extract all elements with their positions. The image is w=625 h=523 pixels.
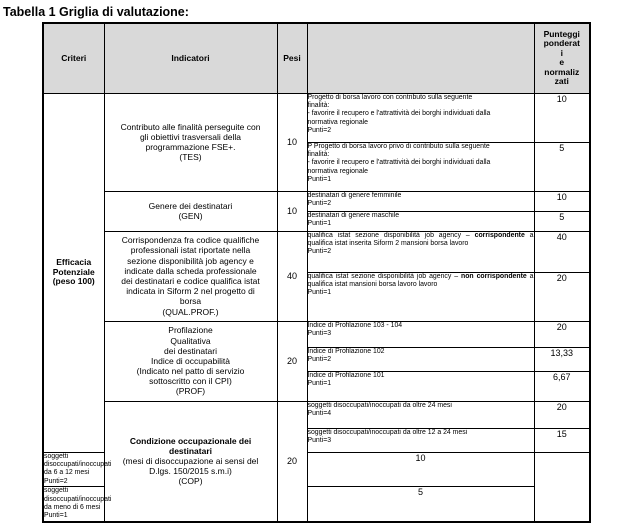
description-cell: [307, 401, 534, 428]
points-cell: 20: [534, 272, 590, 321]
description-line: normativa regionale: [307, 167, 369, 175]
indicator-line: destinatari: [169, 445, 212, 456]
description-line: destinatari di genere maschile: [307, 211, 400, 219]
peso-prof: 20: [277, 321, 307, 401]
indicator-gen: [104, 191, 277, 231]
peso-tes: 10: [277, 93, 307, 191]
header-punteggi-line: ponderat: [543, 38, 580, 49]
points-cell: 5: [534, 211, 590, 231]
indicator-line: Indice di occupabilità: [151, 355, 230, 366]
description-line: Punti=3: [307, 436, 332, 444]
description-cell: [307, 428, 534, 452]
criterion-line: Efficacia: [56, 256, 92, 267]
description-line: soggetti disoccupati/inoccupati da meno di 6 mesi: [44, 487, 112, 512]
points-cell: 10: [534, 93, 590, 142]
header-punteggi-line: normaliz: [544, 66, 580, 77]
description-line: Punti=4: [307, 409, 332, 417]
description-cell: [307, 191, 534, 211]
indicator-line: Genere dei destinatari: [148, 200, 233, 211]
description-cell: [307, 142, 534, 191]
indicator-line: gli obiettivi trasversali della: [139, 131, 242, 142]
peso-cop: 20: [277, 401, 307, 522]
description-cell: [307, 231, 534, 272]
description-line: Punti=1: [307, 219, 332, 227]
points-cell: 15: [534, 428, 590, 452]
indicator-line: Profilazione: [168, 325, 213, 336]
indicator-cop: [104, 401, 277, 522]
description-line: finalità:: [307, 150, 330, 158]
header-blank: [307, 23, 534, 93]
header-punteggi: [534, 23, 590, 93]
description-line: soggetti disoccupati/inoccupati da 6 a 12 mesi: [44, 452, 112, 477]
description-line: Punti=1: [307, 289, 332, 297]
indicator-line: dei destinatari: [164, 345, 217, 356]
description-cell: [307, 93, 534, 142]
description-line: Punti=2: [307, 248, 332, 256]
header-punteggi-line: Punteggi: [543, 28, 580, 39]
indicator-line: sottoscritto con il CPI): [149, 376, 232, 387]
indicator-line: dei destinatari e codice qualifica istat: [121, 276, 260, 286]
description-line: Punti=1: [307, 176, 332, 184]
description-line: Punti=1: [307, 379, 332, 387]
indicator-line: indicata in Siform 2 nel progetto di: [126, 286, 255, 297]
description-text: a qualifica istat inserita Siform 2 mansioni borsa lavoro: [307, 231, 534, 247]
header-pesi: Pesi: [277, 23, 307, 93]
indicator-line: Contributo alle finalità perseguite con: [120, 121, 261, 132]
indicator-line: (PROF): [175, 386, 206, 397]
description-line: soggetti disoccupati/inoccupati da oltre 24 mesi: [307, 401, 452, 409]
description-text: qualifica istat sezione disponibilità job agency –: [307, 272, 461, 280]
indicator-tes: [104, 93, 277, 191]
table-title: Tabella 1 Griglia di valutazione:: [3, 5, 189, 19]
description-line: Punti=3: [307, 329, 332, 337]
description-line: Punti=2: [307, 199, 332, 207]
description-line: Indice di Profilazione 102: [307, 347, 385, 355]
description-cell: [307, 211, 534, 231]
description-cell: [307, 272, 534, 321]
criterion-line: (peso 100): [52, 276, 95, 287]
indicator-line: programmazione FSE+.: [145, 142, 236, 152]
indicator-line: Qualitativa: [170, 335, 211, 346]
points-cell: 20: [534, 401, 590, 428]
points-cell: 5: [307, 487, 534, 522]
description-text: qualifica istat sezione disponibilità job agency –: [307, 231, 475, 239]
indicator-line: (mesi di disoccupazione ai sensi del: [122, 456, 259, 467]
indicator-line: (GEN): [178, 211, 203, 221]
description-line: Punti=2: [44, 477, 68, 485]
description-line: Indice di Profilazione 101: [307, 371, 385, 379]
description-cell: [43, 487, 112, 522]
indicator-line: (COP): [178, 476, 203, 487]
peso-qual-prof: 40: [277, 231, 307, 321]
points-cell: 6,67: [534, 371, 590, 401]
description-cell: [307, 347, 534, 371]
header-punteggi-line: e: [559, 57, 565, 68]
peso-gen: 10: [277, 191, 307, 231]
indicator-prof: [104, 321, 277, 401]
indicator-qual-prof: [104, 231, 277, 321]
description-line: finalità:: [307, 101, 330, 109]
description-emphasis: non corrispondente: [461, 272, 527, 280]
description-line: Punti=1: [44, 512, 68, 520]
points-cell: 10: [307, 452, 534, 487]
criterion-cell: [43, 93, 104, 452]
description-line: Punti=2: [307, 355, 332, 363]
criterion-line: Potenziale: [52, 266, 95, 277]
indicator-line: professionali istat riportate nella: [130, 245, 251, 256]
indicator-line: (TES): [179, 152, 202, 163]
header-punteggi-line: i: [560, 47, 563, 58]
header-punteggi-line: zati: [554, 76, 569, 87]
points-cell: 5: [534, 142, 590, 191]
header-criteri: Criteri: [43, 23, 104, 93]
points-cell: 13,33: [534, 347, 590, 371]
description-cell: [307, 321, 534, 347]
description-line: Progetto di borsa lavoro con contributo sulla seguente: [307, 93, 473, 101]
description-cell: [307, 371, 534, 401]
description-line: - favorire il recupero e l'attrattività dei borghi individuati dalla: [307, 110, 491, 118]
indicator-line: Corrispondenza fra codice qualifiche: [121, 235, 260, 246]
indicator-line: (Indicato nel patto di servizio: [136, 366, 245, 377]
points-cell: 40: [534, 231, 590, 272]
points-cell: 20: [534, 321, 590, 347]
evaluation-grid-table: [42, 22, 591, 523]
description-line: soggetti disoccupati/inoccupati da oltre 12 a 24 mesi: [307, 428, 468, 436]
description-text: a qualifica istat mansioni borsa lavoro lavoro: [307, 272, 534, 288]
description-cell: [43, 452, 112, 487]
description-emphasis: corrispondente: [474, 231, 525, 239]
points-cell: 10: [534, 191, 590, 211]
indicator-line: borsa: [179, 296, 202, 307]
description-line: destinatari di genere femminile: [307, 191, 402, 199]
description-line: P Progetto di borsa lavoro privo di contributo sulla seguente: [307, 142, 490, 150]
description-line: Punti=2: [307, 127, 332, 135]
indicator-line: (QUAL.PROF.): [162, 306, 219, 317]
header-indicatori: Indicatori: [104, 23, 277, 93]
description-line: normativa regionale: [307, 118, 369, 126]
indicator-line: D.lgs. 150/2015 s.m.i): [149, 466, 232, 477]
description-line: Indice di Profilazione 103 - 104: [307, 321, 403, 329]
indicator-line: Condizione occupazionale dei: [129, 435, 252, 446]
indicator-line: sezione disponibilità job agency e: [127, 255, 254, 266]
description-line: - favorire il recupero e l'attrattività dei borghi individuati dalla: [307, 159, 491, 167]
indicator-line: indicate dalla scheda professionale: [124, 265, 257, 276]
